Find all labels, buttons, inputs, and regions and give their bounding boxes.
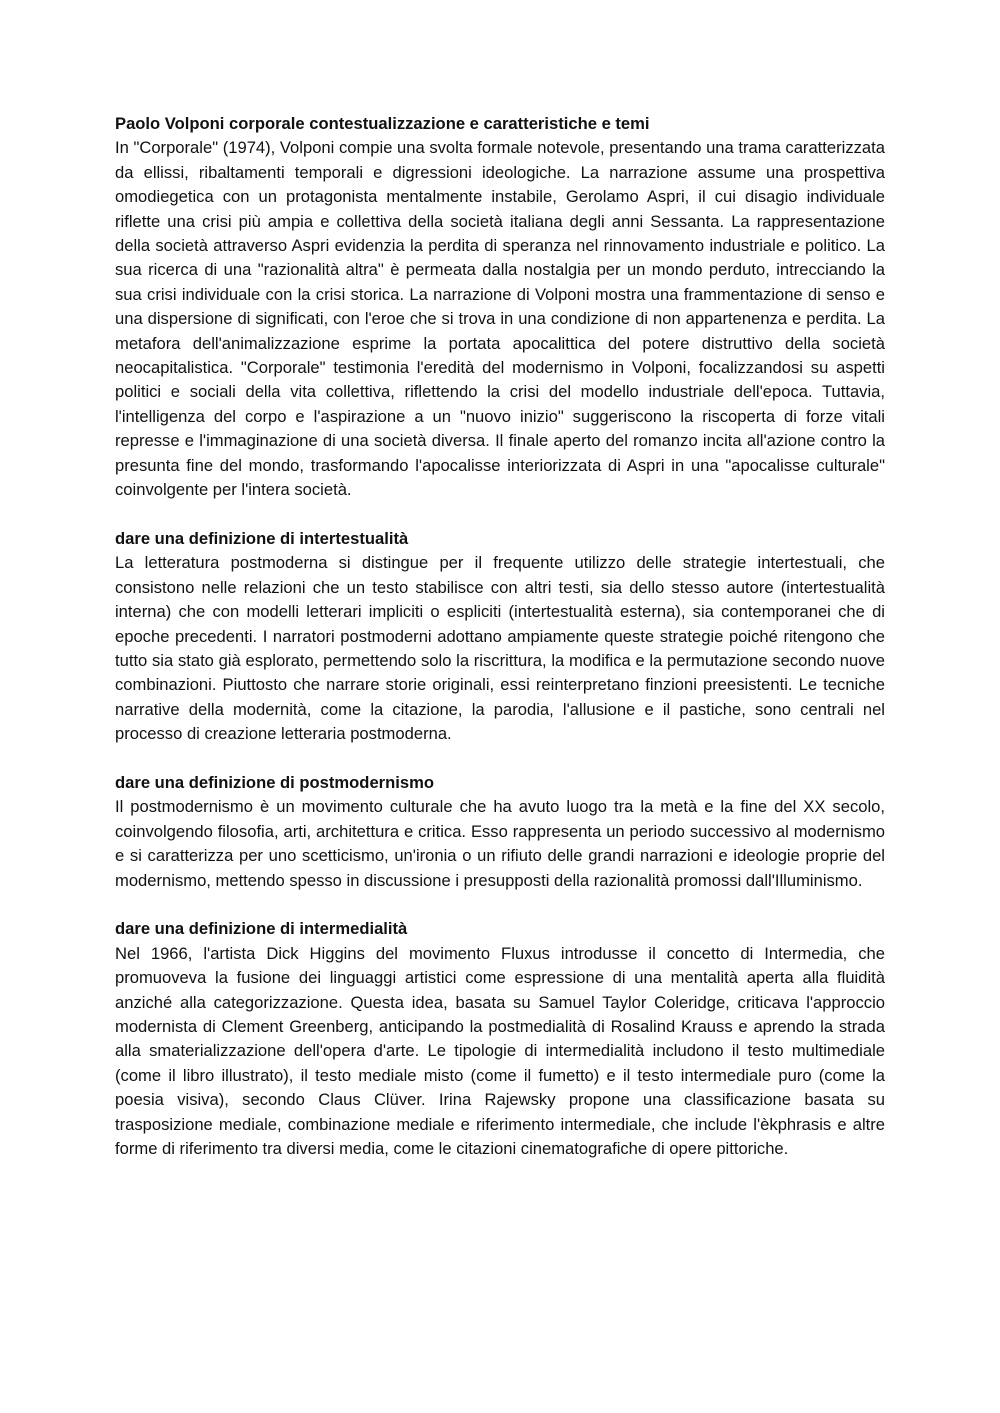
- document-body: [115, 112, 885, 1186]
- section-intermedialita: [115, 917, 885, 1161]
- section-paragraph: Il postmodernismo è un movimento culturale che ha avuto luogo tra la metà e la fine del XX secolo, coinvolgendo filosofia, arti, architettura e critica. Esso rappresenta un periodo successivo al modernismo e si caratterizza per uno scetticismo, un'ironia o un rifiuto delle grandi narrazioni e ideologie proprie del modernismo, mettendo spesso in discussione i presupposti della razionalità promossi dall'Illuminismo.: [115, 797, 885, 890]
- section-postmodernismo: [115, 771, 885, 893]
- section-paragraph: Nel 1966, l'artista Dick Higgins del movimento Fluxus introdusse il concetto di Intermedia, che promuoveva la fusione dei linguaggi artistici come espressione di una mentalità aperta alla fluidità anziché alla categorizzazione. Questa idea, basata su Samuel Taylor Coleridge, criticava l'approccio modernista di Clement Greenberg, anticipando la postmedialità di Rosalind Krauss e aprendo la strada alla smaterializzazione dell'opera d'arte. Le tipologie di intermedialità includono il testo multimediale (come il libro illustrato), il testo mediale misto (come il fumetto) e il testo intermediale puro (come la poesia visiva), secondo Claus Clüver. Irina Rajewsky propone una classificazione basata su trasposizione mediale, combinazione mediale e riferimento intermediale, che include l'èkphrasis e altre forme di riferimento tra diversi media, come le citazioni cinematografiche di opere pittoriche.: [115, 943, 885, 1159]
- section-corporale: [115, 112, 885, 503]
- section-heading: dare una definizione di postmodernismo: [115, 772, 435, 792]
- section-heading: Paolo Volponi corporale contestualizzazione e caratteristiche e temi: [115, 114, 650, 133]
- section-paragraph: In "Corporale" (1974), Volponi compie una svolta formale notevole, presentando una trama caratterizzata da ellissi, ribaltamenti temporali e digressioni ideologiche. La narrazione assume una prospettiva omodiegetica con un protagonista mentalmente instabile, Gerolamo Aspri, il cui disagio individuale riflette una crisi più ampia e collettiva della società italiana degli anni Sessanta. La rappresentazione della società attraverso Aspri evidenzia la perdita di speranza nel rinnovamento industriale e politico. La sua ricerca di una "razionalità altra" è permeata dalla nostalgia per un mondo perduto, intrecciando la sua crisi individuale con la crisi storica. La narrazione di Volponi mostra una frammentazione di senso e una dispersione di significati, con l'eroe che si trova in una condizione di non appartenenza e perdita. La metafora dell'animalizzazione esprime la portata apocalittica del potere distruttivo della società neocapitalistica. "Corporale" testimonia l'eredità del modernismo in Volponi, focalizzandosi su aspetti politici e sociali della vita collettiva, riflettendo la crisi del modello industriale dell'epoca. Tuttavia, l'intelligenza del corpo e l'aspirazione a un "nuovo inizio" suggeriscono la riscoperta di forze vitali represse e l'immaginazione di una società diversa. Il finale aperto del romanzo incita all'azione contro la presunta fine del mondo, trasformando l'apocalisse interiorizzata di Aspri in una "apocalisse culturale" coinvolgente per l'intera società.: [115, 138, 885, 500]
- section-heading: dare una definizione di intermedialità: [115, 919, 408, 939]
- section-paragraph: La letteratura postmoderna si distingue per il frequente utilizzo delle strategie intertestuali, che consistono nelle relazioni che un testo stabilisce con altri testi, sia dello stesso autore (intertestualità interna) che con modelli letterari impliciti o espliciti (intertestualità esterna), sia contemporanei che di epoche precedenti. I narratori postmoderni adottano ampiamente queste strategie poiché ritengono che tutto sia stato già esplorato, permettendo solo la riscrittura, la modifica e la permutazione secondo nuove combinazioni. Piuttosto che narrare storie originali, essi reinterpretano finzioni preesistenti. Le tecniche narrative della modernità, come la citazione, la parodia, l'allusione e il pastiche, sono centrali nel processo di creazione letteraria postmoderna.: [115, 553, 885, 744]
- section-heading: dare una definizione di intertestualità: [115, 528, 409, 548]
- section-intertestualita: [115, 527, 885, 747]
